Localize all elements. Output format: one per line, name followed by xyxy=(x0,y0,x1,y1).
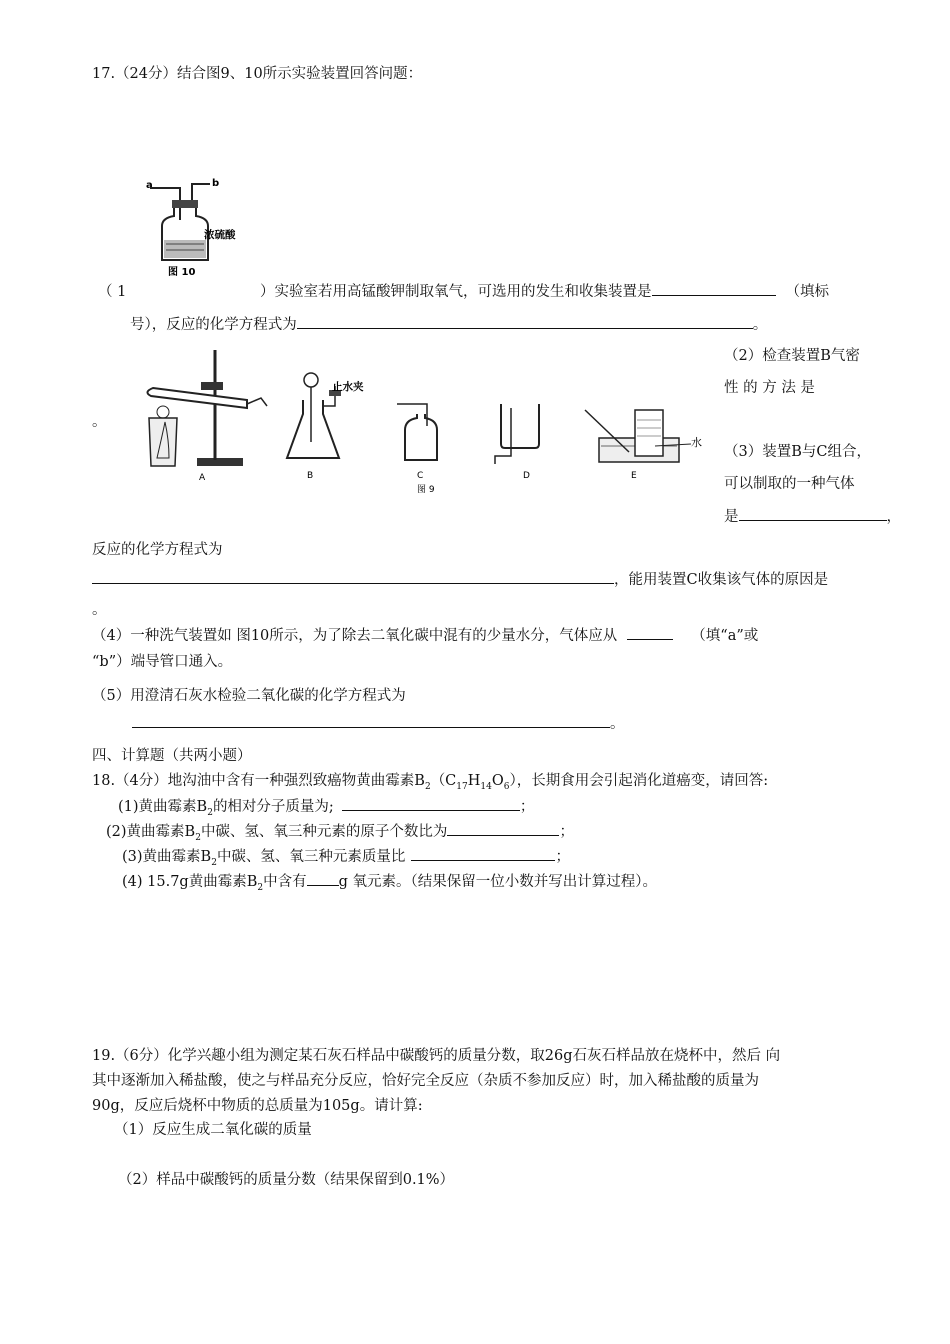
q18-i4-sub: 2 xyxy=(257,882,264,893)
answer-blank-mass-ratio[interactable] xyxy=(411,846,555,861)
q17-p5-line1: （5）用澄清石灰水检验二氧化碳的化学方程式为 xyxy=(92,688,406,704)
q18-formula-open: （C xyxy=(430,773,457,789)
q17-p3-line3 xyxy=(724,505,901,526)
q17-p1-line2 xyxy=(130,313,767,334)
q17-p4-fill: （填“a”或 xyxy=(691,628,759,644)
formula-c-count: 17 xyxy=(456,781,468,792)
q18-intro-end: ），长期食用会引起消化道癌变，请回答: xyxy=(509,773,769,789)
formula-h: H xyxy=(467,773,481,789)
stray-period: 。 xyxy=(92,414,107,430)
label-A: A xyxy=(199,473,206,483)
q18-i2-text: (2)黄曲霉素B xyxy=(106,824,196,840)
q19-sub-2: （2）样品中碳酸钙的质量分数（结果保留到0.1%） xyxy=(118,1172,455,1188)
q18-i4-text: (4) 15.7g黄曲霉素B xyxy=(122,874,258,890)
clamp-label: 止水夹 xyxy=(332,381,364,393)
q18-i1-sub: 2 xyxy=(207,807,213,818)
q17-p3-is: 是 xyxy=(724,509,739,525)
q17-p1-equation-label: 号），反应的化学方程式为 xyxy=(130,317,297,333)
answer-blank-molar-mass[interactable] xyxy=(342,796,520,811)
q18-i3-sub: 2 xyxy=(211,857,217,868)
answer-blank-atom-ratio[interactable] xyxy=(447,821,559,836)
answer-blank-gas[interactable] xyxy=(739,506,887,521)
q18-i4-rest: 中含有 xyxy=(263,874,307,890)
q17-p5-period: 。 xyxy=(610,716,625,732)
q17-p4-text: （4）一种洗气装置如 图10所示，为了除去二氧化碳中混有的少量水分，气体应从 xyxy=(92,628,618,644)
section-4-title: 四、计算题（共两小题） xyxy=(92,748,252,764)
apparatus-A xyxy=(147,350,267,483)
q17-p4-line2: “b”）端导管口通入。 xyxy=(92,654,233,670)
figure-9-apparatus xyxy=(135,348,720,500)
answer-blank-equation-1[interactable] xyxy=(297,314,753,329)
q19-line1: 19.（6分）化学兴趣小组为测定某石灰石样品中碳酸钙的质量分数，取26g石灰石样品放在烧杯中，然后 向 xyxy=(92,1048,781,1064)
q18-i1-end: ； xyxy=(519,799,535,815)
q17-p5-line2 xyxy=(132,712,625,733)
q17-p2-line2: 性 的 方 法 是 xyxy=(724,380,815,396)
apparatus-B xyxy=(287,373,364,481)
q18-item-2 xyxy=(106,820,574,843)
fig10-acid-label: 浓硫酸 xyxy=(204,229,236,241)
fig10-label-b: b xyxy=(212,178,220,189)
q18-item-1 xyxy=(118,795,534,818)
q18-intro-text: 18.（4分）地沟油中含有一种强烈致癌物黄曲霉素B xyxy=(92,773,425,789)
label-B: B xyxy=(307,471,314,481)
q17-p1-open: （ 1 xyxy=(98,284,127,300)
q17-p1-text: ）实验室若用高锰酸钾制取氧气，可选用的发生和收集装置是 xyxy=(260,284,652,300)
formula-h-count: 14 xyxy=(480,781,492,792)
q18-i3-rest: 中碳、氢、氧三种元素质量比 xyxy=(216,849,406,865)
apparatus-C xyxy=(397,404,437,481)
answer-blank-equation-3[interactable] xyxy=(92,569,614,584)
label-C: C xyxy=(417,471,424,481)
q18-i4-end: g 氧元素。（结果保留一位小数并写出计算过程）。 xyxy=(338,874,657,890)
q17-p3-comma: ， xyxy=(886,509,901,525)
answer-blank-equation-5[interactable] xyxy=(132,713,610,728)
q18-i2-end: ； xyxy=(559,824,574,840)
q17-p4-line1 xyxy=(92,624,758,645)
apparatus-E xyxy=(585,410,702,481)
q17-title: 17.（24分）结合图9、10所示实验装置回答问题： xyxy=(92,66,423,82)
fig10-label-a: a xyxy=(146,180,153,191)
q18-i2-sub: 2 xyxy=(195,832,201,843)
apparatus-D xyxy=(495,404,539,481)
q19-line2: 其中逐渐加入稀盐酸，使之与样品充分反应，恰好完全反应（杂质不参加反应）时，加入稀盐酸的质量为 xyxy=(92,1073,759,1089)
q17-p3-reason: ，能用装置C收集该气体的原因是 xyxy=(614,572,829,588)
q18-item-3 xyxy=(122,845,570,868)
q18-sub: 2 xyxy=(424,781,431,792)
formula-o: O xyxy=(491,773,504,789)
q18-i2-rest: 中碳、氢、氧三种元素的原子个数比为 xyxy=(200,824,448,840)
q17-p1-fill: （填标 xyxy=(785,284,829,300)
q17-p3-line5 xyxy=(92,568,828,589)
q18-i3-text: (3)黄曲霉素B xyxy=(122,849,212,865)
fig9-caption: 图 9 xyxy=(417,485,435,495)
q17-p3-line2: 可以制取的一种气体 xyxy=(724,476,855,492)
formula-o-count: 6 xyxy=(503,781,510,792)
answer-blank-oxygen-mass[interactable] xyxy=(307,871,339,886)
label-E: E xyxy=(631,471,637,481)
q18-i1-text: (1)黄曲霉素B xyxy=(118,799,208,815)
q17-p1-period: 。 xyxy=(752,317,768,333)
q19-line3: 90g，反应后烧杯中物质的总质量为105g。请计算: xyxy=(92,1098,423,1114)
answer-blank-port[interactable] xyxy=(627,625,673,640)
q17-p1 xyxy=(260,280,829,301)
water-label: 水 xyxy=(691,436,702,449)
figure-10-wash-bottle xyxy=(140,172,252,282)
q17-p3-period: 。 xyxy=(92,602,107,618)
label-D: D xyxy=(523,471,530,481)
answer-blank-apparatus[interactable] xyxy=(652,281,776,296)
q17-p3-line4: 反应的化学方程式为 xyxy=(92,542,223,558)
q18-item-4 xyxy=(122,870,657,893)
fig10-caption: 图 10 xyxy=(168,267,196,278)
q17-p3-line1: （3）装置B与C组合， xyxy=(724,444,871,460)
q18-i3-end: ； xyxy=(555,849,570,865)
q19-sub-1: （1）反应生成二氧化碳的质量 xyxy=(114,1122,312,1138)
q18-intro xyxy=(92,769,768,792)
q17-p2-line1: （2）检查装置B气密 xyxy=(724,348,860,364)
q18-i1-rest: 的相对分子质量为; xyxy=(212,799,334,815)
